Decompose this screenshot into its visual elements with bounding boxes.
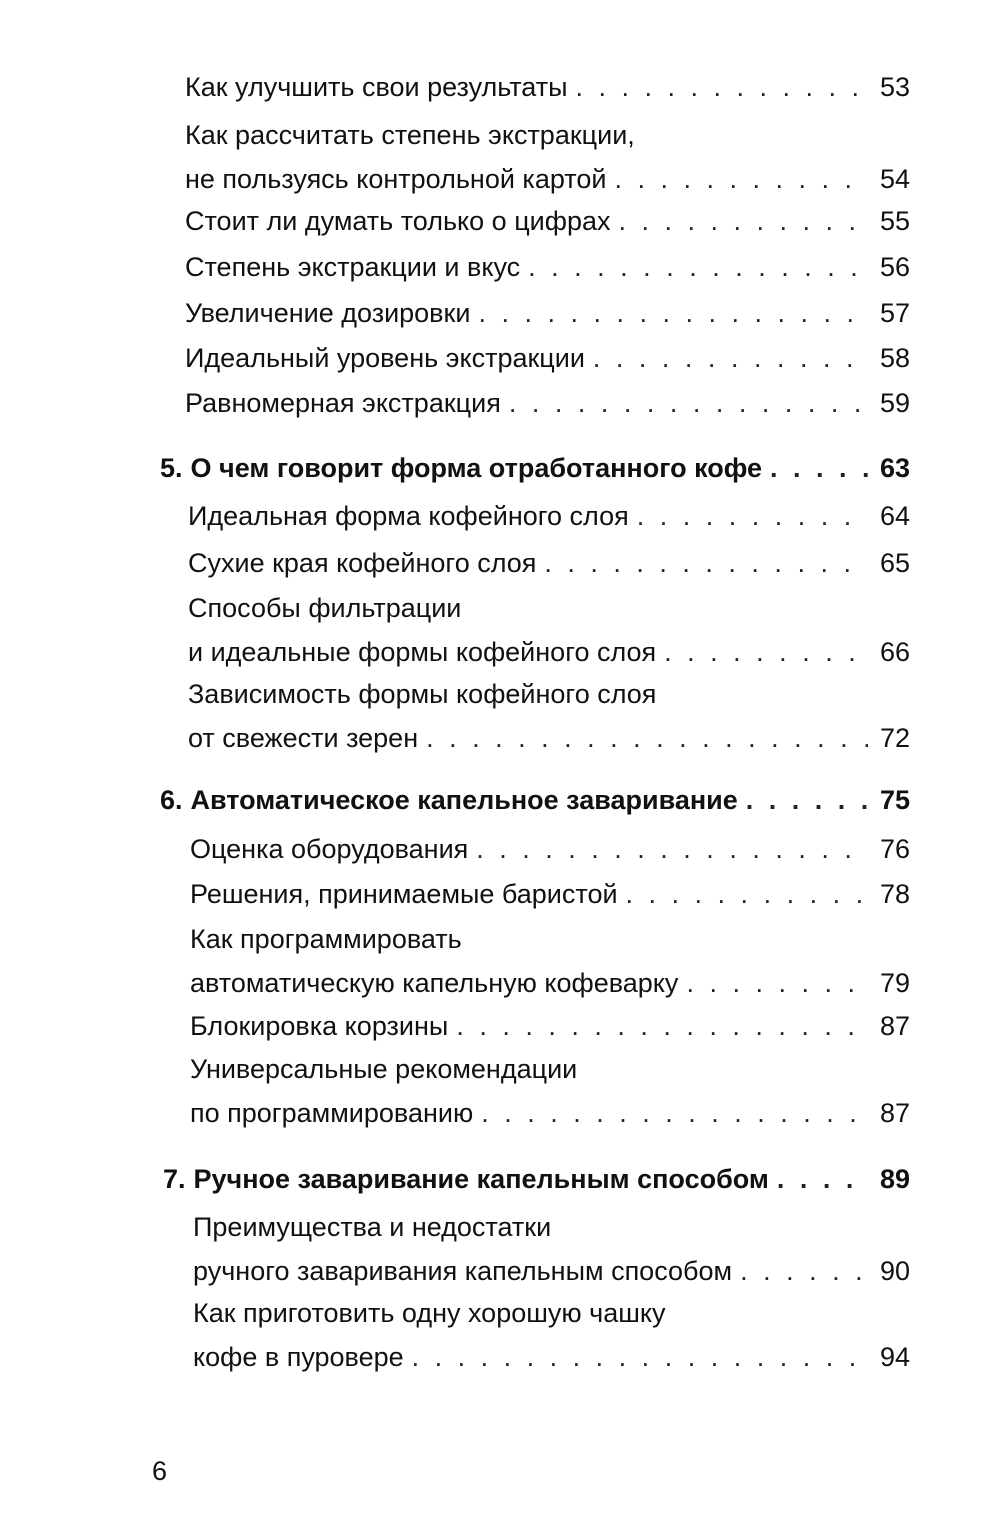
toc-entry [185,245,910,289]
toc-chapter [160,778,910,822]
dot-leader [746,778,868,822]
dot-leader [476,827,868,871]
dot-leader [614,157,868,201]
toc-page-number: 75 [879,785,910,815]
toc-entry [190,872,910,916]
dot-leader [740,1249,868,1293]
toc-entry [185,199,910,243]
toc-entry-title: автоматическую капельную кофеварку [190,968,679,998]
toc-page-number: 56 [879,252,910,282]
toc-page-number: 87 [879,1011,910,1041]
chapter-number: 5. [160,453,183,483]
toc-page-number: 53 [879,72,910,102]
toc-entry [193,1291,910,1379]
toc-entry-title: Стоит ли думать только о цифрах [185,206,611,236]
toc-page-number: 72 [879,723,910,753]
toc-entry [185,291,910,335]
toc-entry-first-line: Как приготовить одну хорошую чашку [193,1298,666,1328]
toc-entry [190,827,910,871]
toc-entry [190,1047,910,1135]
dot-leader [777,1157,868,1201]
dot-leader [770,446,868,490]
chapter-title: Автоматическое капельное заваривание [190,785,738,815]
dot-leader [686,961,868,1005]
toc-page-number: 54 [879,164,910,194]
dot-leader [576,65,869,109]
toc-entry [188,672,910,760]
toc-page-number: 58 [879,343,910,373]
chapter-number: 7. [163,1164,186,1194]
toc-page-number: 65 [879,548,910,578]
chapter-number: 6. [160,785,183,815]
toc-entry-title: ручного заваривания капельным способом [193,1256,733,1286]
dot-leader [664,630,868,674]
dot-leader [509,381,868,425]
toc-entry-title: Сухие края кофейного слоя [188,548,537,578]
toc-page-number: 87 [879,1098,910,1128]
toc-entry [185,113,910,201]
toc-page-number: 59 [879,388,910,418]
toc-entry [185,336,910,380]
toc-entry-first-line: Способы фильтрации [188,593,462,623]
toc-page-number: 55 [879,206,910,236]
dot-leader [619,199,869,243]
toc-entry-title: не пользуясь контрольной картой [185,164,607,194]
toc-entry-title: по программированию [190,1098,474,1128]
toc-page-number: 90 [879,1256,910,1286]
chapter-title: Ручное заваривание капельным способом [193,1164,769,1194]
dot-leader [593,336,868,380]
dot-leader [528,245,868,289]
toc-entry-title: и идеальные формы кофейного слоя [188,637,657,667]
toc-entry-first-line: Зависимость формы кофейного слоя [188,679,657,709]
dot-leader [626,872,868,916]
dot-leader [426,716,868,760]
toc-chapter [160,446,910,490]
chapter-title: О чем говорит форма отработанного кофе [190,453,763,483]
toc-entry-title: от свежести зерен [188,723,419,753]
toc-entry-first-line: Преимущества и недостатки [193,1212,552,1242]
toc-entry-title: Идеальный уровень экстракции [185,343,585,373]
dot-leader [478,291,868,335]
toc-entry-title: Равномерная экстракция [185,388,501,418]
toc-entry-title: кофе в пуровере [193,1342,404,1372]
dot-leader [456,1004,868,1048]
toc-entry [190,1004,910,1048]
toc-entry [190,917,910,1005]
toc-entry [185,65,910,109]
toc-entry-first-line: Как рассчитать степень экстракции, [185,120,635,150]
toc-entry [185,381,910,425]
toc-page-number: 76 [879,834,910,864]
toc-page-number: 57 [879,298,910,328]
dot-leader [637,494,868,538]
toc-entry-first-line: Как программировать [190,924,462,954]
toc-chapter [163,1157,910,1201]
toc-page-number: 64 [879,501,910,531]
dot-leader [412,1335,868,1379]
toc-entry-title: Степень экстракции и вкус [185,252,521,282]
toc-entry-title: Блокировка корзины [190,1011,449,1041]
toc-entry [188,541,910,585]
toc-entry [193,1205,910,1293]
toc-entry-title: Оценка оборудования [190,834,469,864]
toc-page-number: 89 [879,1164,910,1194]
toc-entry-title: Как улучшить свои результаты [185,72,568,102]
toc-page-number: 63 [879,453,910,483]
toc-entry-title: Идеальная форма кофейного слоя [188,501,629,531]
toc-entry-title: Увеличение дозировки [185,298,471,328]
toc-entry [188,586,910,674]
toc-entry-title: Решения, принимаемые баристой [190,879,618,909]
dot-leader [544,541,868,585]
page-number: 6 [152,1456,168,1486]
toc-page-number: 94 [879,1342,910,1372]
toc-page-number: 66 [879,637,910,667]
toc-entry-first-line: Универсальные рекомендации [190,1054,578,1084]
dot-leader [481,1091,868,1135]
toc-entry [188,494,910,538]
toc-page-number: 78 [879,879,910,909]
toc-page-number: 79 [879,968,910,998]
